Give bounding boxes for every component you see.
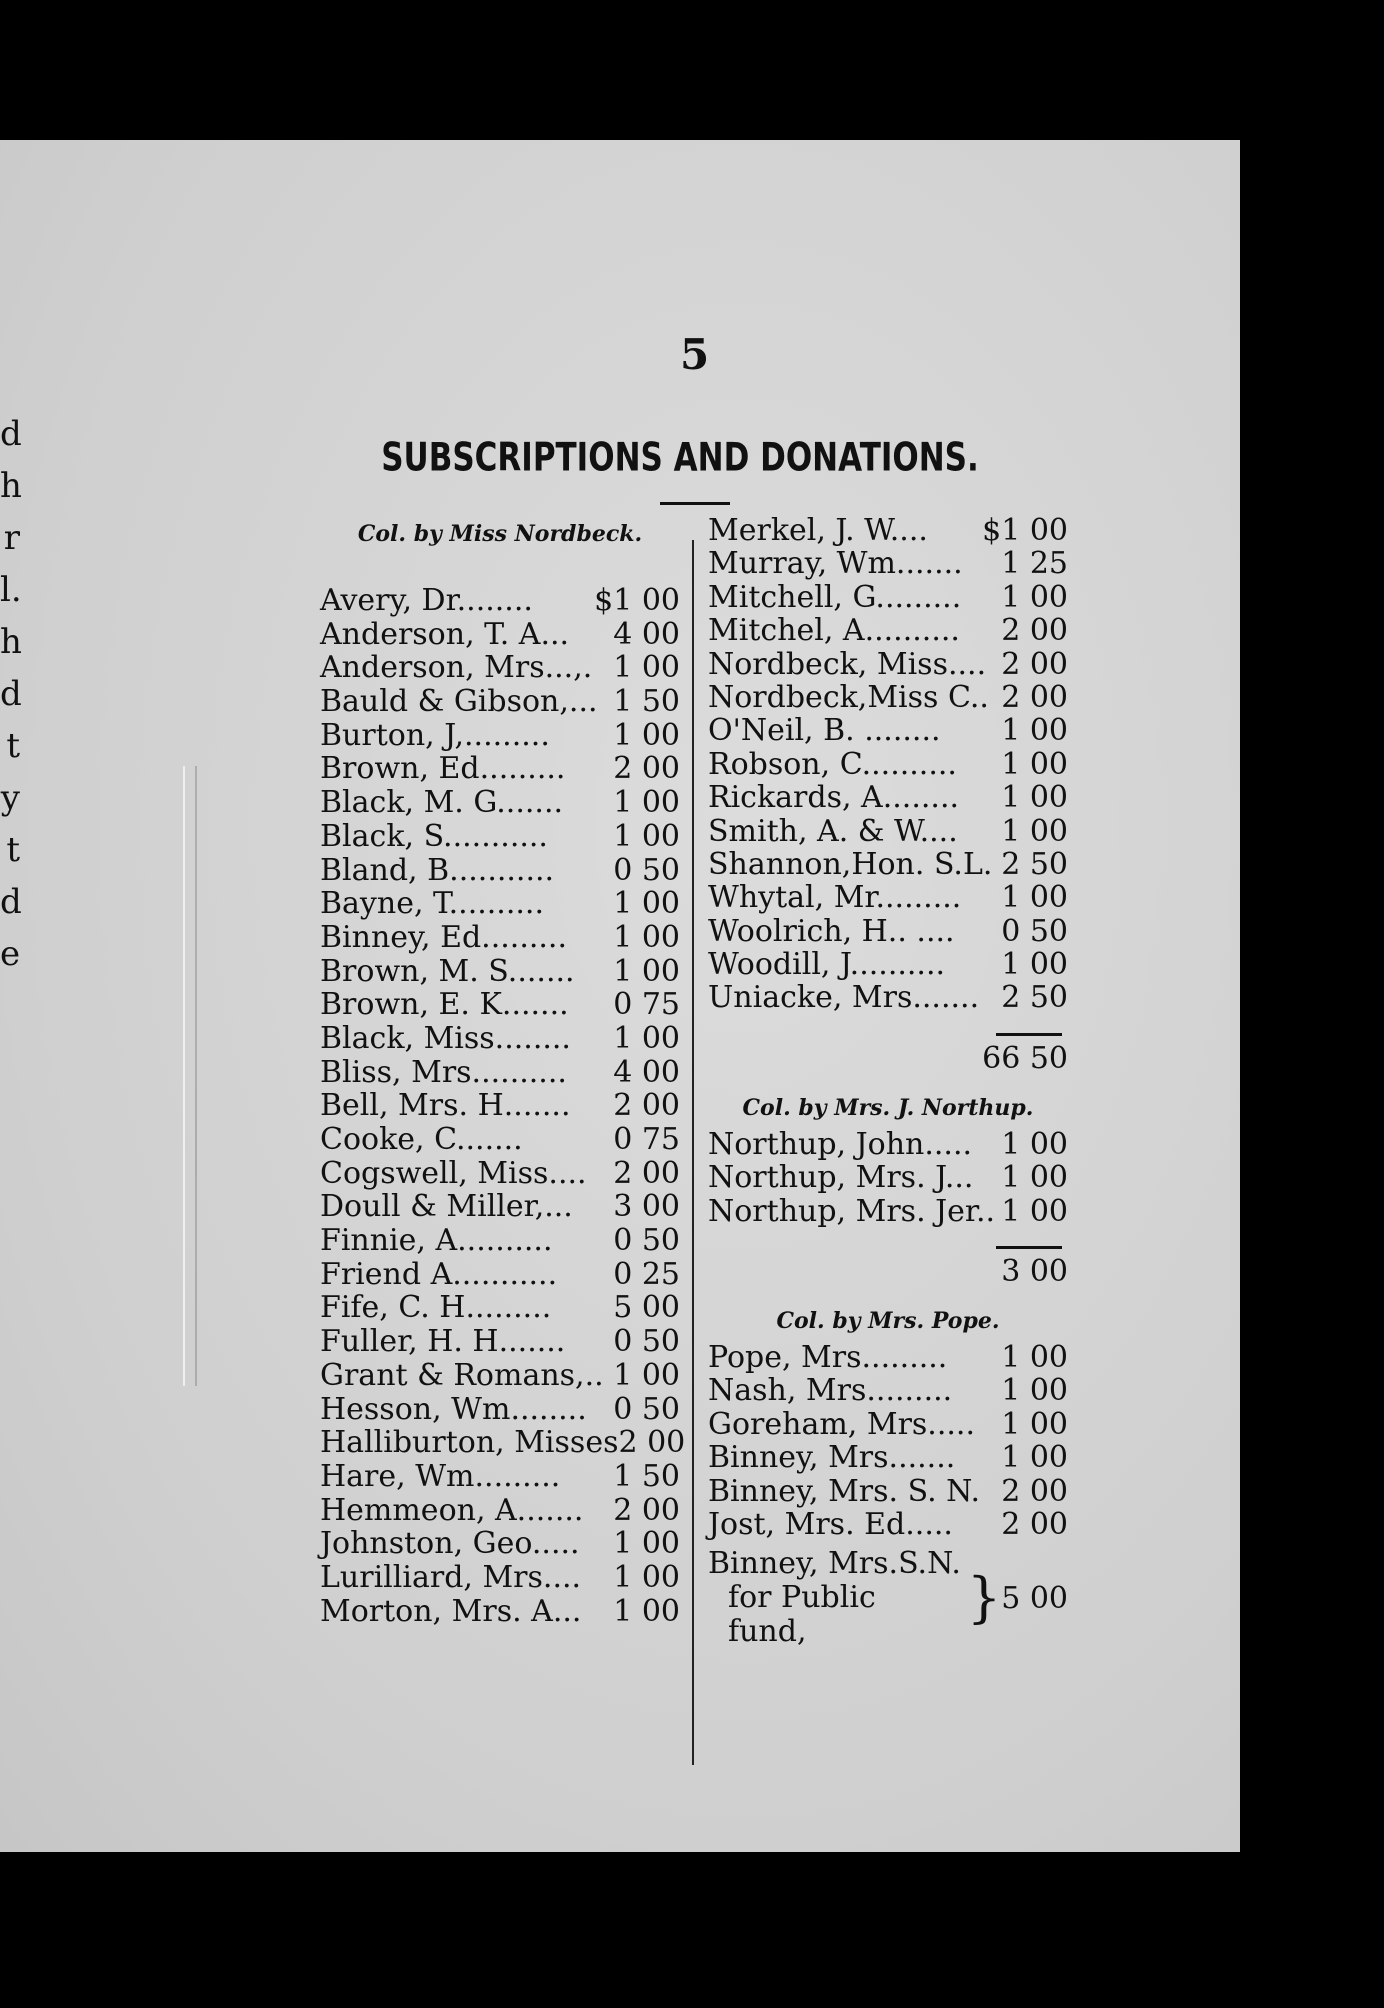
subscriber-name: Binney, Mrs. S. N. <box>708 1473 981 1509</box>
subscriber-name: Anderson, Mrs...,. <box>320 650 593 686</box>
subscription-amount: 4 00 <box>613 1054 680 1090</box>
subscriber-row <box>320 854 680 888</box>
subscription-amount: 1 00 <box>1001 1126 1068 1162</box>
subscription-amount: 1 00 <box>1001 813 1068 849</box>
subscriber-name: Mitchell, G......... <box>708 579 962 615</box>
subscription-amount: 0 50 <box>613 1324 680 1360</box>
subscriber-name: Morton, Mrs. A... <box>320 1593 582 1629</box>
subscriber-name: Smith, A. & W.... <box>708 813 958 849</box>
subscriber-name: Binney, Mrs....... <box>708 1440 956 1476</box>
subscription-amount: 1 00 <box>613 953 680 989</box>
subscriber-name: Bayne, T.......... <box>320 886 544 922</box>
subscriber-row <box>320 1460 680 1494</box>
subscriber-row <box>320 1425 686 1461</box>
nordbeck-total-block <box>708 1033 1068 1082</box>
subscription-amount: 1 00 <box>613 1559 680 1595</box>
right-column <box>708 514 1068 1649</box>
subscriber-name: Uniacke, Mrs....... <box>708 980 980 1016</box>
left-column <box>320 514 686 1629</box>
subscriber-row <box>320 1157 680 1191</box>
subscriber-name: Cooke, C....... <box>320 1122 523 1157</box>
column-divider <box>692 540 694 1765</box>
subscriber-row <box>708 1374 1068 1407</box>
subscription-amount: 2 50 <box>1001 846 1068 882</box>
subscriber-name: Nordbeck,Miss C.. <box>708 679 989 715</box>
subscriber-name: Lurilliard, Mrs.... <box>320 1559 582 1595</box>
subscriber-name: Pope, Mrs......... <box>708 1340 948 1376</box>
subscriber-name: Hare, Wm......... <box>320 1458 561 1494</box>
subscriber-row <box>708 614 1068 647</box>
northup-total: 3 00 <box>1001 1254 1068 1290</box>
subscriber-name: Bell, Mrs. H....... <box>320 1088 571 1124</box>
subscriber-name: Cogswell, Miss.... <box>320 1155 587 1191</box>
subscriber-name: Mitchel, A.......... <box>708 613 960 649</box>
edge-letter: h <box>0 466 22 506</box>
subscriber-row <box>708 648 1068 681</box>
subscriber-row <box>320 1190 680 1224</box>
subscriber-row <box>708 514 1068 547</box>
subscription-amount: 1 00 <box>613 650 680 686</box>
subscription-amount: 2 00 <box>613 1088 680 1124</box>
edge-letter: t <box>6 726 20 766</box>
bracket-entry-amount: 5 00 <box>1001 1580 1068 1616</box>
edge-letter: h <box>0 622 22 662</box>
subscription-amount: 1 00 <box>1001 579 1068 615</box>
subscriber-name: Hesson, Wm........ <box>320 1391 587 1427</box>
paper-crease-mark <box>183 766 197 1386</box>
subscriber-name: Goreham, Mrs..... <box>708 1406 975 1442</box>
subscriber-name: Nordbeck, Miss.... <box>708 646 987 682</box>
collector-heading-pope: Col. by Mrs. Pope. <box>776 1308 1000 1335</box>
subscription-amount: 1 00 <box>1001 880 1068 916</box>
subscription-amount: 1 00 <box>1001 746 1068 782</box>
subscription-amount: 1 00 <box>1001 1406 1068 1442</box>
subscriber-row <box>320 1089 680 1123</box>
subscriber-name: Bliss, Mrs.......... <box>320 1054 567 1090</box>
subscription-amount: 3 00 <box>613 1189 680 1225</box>
subscriber-name: Brown, Ed......... <box>320 751 566 787</box>
subscriber-row <box>320 988 680 1022</box>
subscriber-name: Hemmeon, A....... <box>320 1492 584 1528</box>
subscriber-row <box>320 1022 680 1056</box>
subscription-amount: 2 00 <box>613 1492 680 1528</box>
subscriber-row <box>320 1224 680 1258</box>
subscriber-name: O'Neil, B. ........ <box>708 713 941 749</box>
subscriber-row <box>708 581 1068 614</box>
subscriber-row <box>320 955 680 989</box>
curly-brace-glyph: } <box>966 1566 1002 1630</box>
subscriber-row <box>708 1161 1068 1194</box>
subscriber-row <box>320 1291 680 1325</box>
subscription-amount: 0 50 <box>613 852 680 888</box>
subscriber-row <box>708 748 1068 781</box>
subscription-amount: 1 50 <box>613 1458 680 1494</box>
right-subscriber-list <box>708 514 1068 1015</box>
bracket-entry-line1: Binney, Mrs.S.N. <box>708 1546 961 1582</box>
collector-heading-nordbeck: Col. by Miss Nordbeck. <box>357 521 643 547</box>
edge-letter: d <box>0 674 22 714</box>
subscriber-row <box>320 887 680 921</box>
subscription-amount: 4 00 <box>613 616 680 652</box>
edge-letter: r <box>3 518 20 558</box>
left-subscriber-list <box>320 583 686 1629</box>
subscriber-name: Bland, B........... <box>320 852 555 888</box>
subscription-amount: 2 00 <box>1001 1473 1068 1509</box>
edge-letter: y <box>0 778 20 818</box>
edge-letter: d <box>0 882 22 922</box>
subscriber-name: Black, M. G....... <box>320 785 564 821</box>
subscriber-name: Doull & Miller,... <box>320 1189 573 1225</box>
northup-subscriber-list <box>708 1128 1068 1228</box>
collector-heading-northup: Col. by Mrs. J. Northup. <box>742 1094 1034 1121</box>
subscriber-row <box>708 1195 1068 1228</box>
subscriber-row <box>320 618 680 652</box>
pope-subscriber-list <box>708 1341 1068 1541</box>
subscriber-row <box>708 1128 1068 1161</box>
subscriber-row <box>320 719 680 753</box>
page-number: 5 <box>680 330 710 379</box>
subscription-amount: 1 00 <box>1001 1373 1068 1409</box>
subscriber-name: Avery, Dr........ <box>320 583 533 618</box>
subscriber-name: Woodill, J.......... <box>708 947 946 983</box>
subscriber-name: Binney, Ed......... <box>320 919 568 955</box>
subscription-amount: 1 00 <box>1001 780 1068 816</box>
subscriber-name: Northup, Mrs. J... <box>708 1160 974 1196</box>
subscription-amount: 1 00 <box>1001 1193 1068 1229</box>
subscriber-row <box>320 1359 680 1393</box>
subscriber-row <box>320 685 680 719</box>
northup-total-block <box>708 1246 1068 1295</box>
subscriber-row <box>320 820 680 854</box>
subscriber-row <box>708 781 1068 814</box>
subscriber-name: Brown, M. S....... <box>320 953 575 989</box>
subscription-amount: 1 00 <box>613 919 680 955</box>
subscription-amount: 2 00 <box>1001 679 1068 715</box>
subscription-amount: 1 00 <box>1001 1440 1068 1476</box>
subscriber-row <box>708 815 1068 848</box>
subscription-amount: 1 00 <box>613 886 680 922</box>
edge-letter: l. <box>0 570 22 610</box>
subscriber-row <box>320 1258 680 1292</box>
subscription-amount: 1 00 <box>613 1020 680 1056</box>
subscriber-row <box>708 1341 1068 1374</box>
subscriber-row <box>708 981 1068 1014</box>
subscriber-name: Burton, J,......... <box>320 717 550 753</box>
edge-letter: t <box>6 830 20 870</box>
subscriber-row <box>320 1393 680 1427</box>
subscriber-row <box>320 1595 680 1629</box>
subscription-amount: 0 50 <box>613 1391 680 1427</box>
subscriber-name: Fife, C. H......... <box>320 1290 552 1326</box>
subscription-amount: 2 00 <box>1001 613 1068 649</box>
subscriber-name: Friend A........... <box>320 1256 558 1292</box>
subscription-amount: 1 00 <box>613 1593 680 1629</box>
subscription-amount: 1 00 <box>613 785 680 821</box>
subscription-amount: 0 75 <box>613 987 680 1023</box>
subscriber-name: Black, Miss........ <box>320 1020 571 1056</box>
subscription-amount: 0 50 <box>613 1223 680 1259</box>
subscription-amount: 1 00 <box>613 1357 680 1393</box>
subscriber-name: Johnston, Geo..... <box>320 1526 580 1562</box>
subscriber-name: Merkel, J. W.... <box>708 513 928 548</box>
subscriber-row <box>320 786 680 820</box>
subscriber-name: Fuller, H. H....... <box>320 1324 566 1360</box>
subscriber-row <box>320 921 680 955</box>
subscription-amount: 0 25 <box>613 1256 680 1292</box>
subscription-amount: 1 00 <box>1001 1340 1068 1376</box>
subscription-amount: 0 75 <box>613 1122 680 1157</box>
subscription-amount: 1 00 <box>1001 713 1068 749</box>
subscriber-row <box>708 1508 1068 1541</box>
subscription-amount: 1 00 <box>1001 1160 1068 1196</box>
subscriber-row <box>708 915 1068 948</box>
subscriber-row <box>320 1056 680 1090</box>
subscription-amount: 1 00 <box>613 717 680 753</box>
subscription-amount: 1 50 <box>613 684 680 720</box>
document-page <box>0 140 1240 1852</box>
subscriber-row <box>320 584 680 618</box>
subscriber-row <box>708 1408 1068 1441</box>
subscription-amount: 2 00 <box>1001 646 1068 682</box>
subscription-amount: 2 00 <box>1001 1506 1068 1542</box>
subscriber-row <box>708 681 1068 714</box>
subscriber-name: Brown, E. K....... <box>320 987 569 1023</box>
subscriber-name: Black, S........... <box>320 818 548 854</box>
nordbeck-total: 66 50 <box>982 1040 1068 1076</box>
adjacent-page-edge-text <box>0 408 20 980</box>
subscription-amount: 1 00 <box>613 1526 680 1562</box>
subscriber-row <box>320 651 680 685</box>
subscription-amount: 2 50 <box>1001 980 1068 1016</box>
subscriber-name: Nash, Mrs......... <box>708 1373 953 1409</box>
edge-letter: d <box>0 414 22 454</box>
subscription-amount: 1 00 <box>613 818 680 854</box>
subscription-amount: 0 50 <box>1001 913 1068 949</box>
subscriber-row <box>320 1123 680 1157</box>
subscription-amount: $1 00 <box>982 513 1068 548</box>
subscriber-name: Northup, Mrs. Jer.. <box>708 1193 996 1229</box>
subscription-amount: $1 00 <box>594 583 680 618</box>
subscriber-name: Jost, Mrs. Ed..... <box>708 1506 953 1542</box>
subscriber-name: Halliburton, Misses <box>320 1425 619 1461</box>
subscriber-row <box>708 948 1068 981</box>
subscription-amount: 1 25 <box>1001 546 1068 582</box>
subscriber-row <box>320 752 680 786</box>
subscriber-name: Bauld & Gibson,... <box>320 684 598 720</box>
subscriber-row <box>320 1325 680 1359</box>
subscriber-row <box>708 848 1068 881</box>
bracket-entry <box>708 1547 1068 1649</box>
subscriber-name: Murray, Wm....... <box>708 546 963 582</box>
page-title: SUBSCRIPTIONS AND DONATIONS. <box>381 435 979 481</box>
edge-letter: e <box>0 934 21 974</box>
subscriber-row <box>708 547 1068 580</box>
subscriber-name: Robson, C.......... <box>708 746 957 782</box>
subscriber-row <box>708 1441 1068 1474</box>
subscriber-row <box>320 1527 680 1561</box>
subscription-amount: 1 00 <box>1001 947 1068 983</box>
subscriber-row <box>320 1494 680 1528</box>
subscriber-name: Grant & Romans,.. <box>320 1357 604 1393</box>
subscriber-name: Rickards, A........ <box>708 780 960 816</box>
subscription-amount: 5 00 <box>613 1290 680 1326</box>
subscriber-row <box>708 1475 1068 1508</box>
subscriber-row <box>708 714 1068 747</box>
subscription-amount: 2 00 <box>618 1425 686 1461</box>
subscription-amount: 2 00 <box>613 751 680 787</box>
subscriber-name: Shannon,Hon. S.L. <box>708 846 993 882</box>
subscriber-name: Finnie, A.......... <box>320 1223 553 1259</box>
subscriber-name: Anderson, T. A... <box>320 616 570 652</box>
subscriber-name: Whytal, Mr......... <box>708 880 962 916</box>
bracket-entry-text <box>708 1547 963 1649</box>
subscriber-row <box>320 1561 680 1595</box>
bracket-entry-line2: for Public fund, <box>728 1580 876 1650</box>
subscriber-row <box>708 881 1068 914</box>
subscriber-name: Woolrich, H.. .... <box>708 913 955 949</box>
subscription-amount: 2 00 <box>613 1155 680 1191</box>
title-rule <box>660 502 730 505</box>
subscriber-name: Northup, John..... <box>708 1126 973 1162</box>
